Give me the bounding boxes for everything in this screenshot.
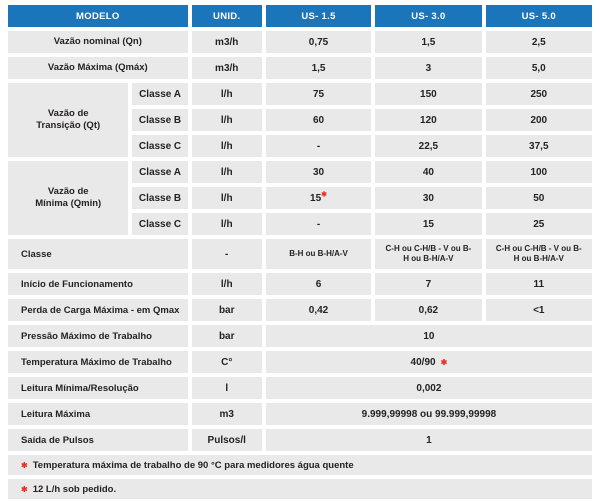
value-cell: 40 [375, 161, 481, 183]
value-cell: 50 [486, 187, 592, 209]
unit-cell: l/h [192, 187, 262, 209]
value-cell: B-H ou B-H/A-V [266, 239, 371, 269]
footnote-text: 12 L/h sob pedido. [32, 483, 117, 495]
value-cell-span: 1 [266, 429, 592, 451]
value-cell: 150 [375, 83, 481, 105]
asterisk-icon: ✱ [440, 357, 448, 367]
unit-cell: m3 [192, 403, 262, 425]
value-cell-span: 10 [266, 325, 592, 347]
value-cell-span: 9.999,99998 ou 99.999,99998 [266, 403, 592, 425]
header-model-us30: US- 3.0 [375, 5, 481, 27]
classe-cell: Classe A [132, 161, 187, 183]
asterisk-icon: ✱ [321, 191, 328, 199]
unit-cell: Pulsos/l [192, 429, 262, 451]
unit-cell: l/h [192, 273, 262, 295]
footnote [8, 455, 592, 475]
unit-cell: m3/h [192, 57, 262, 79]
row-label: Saída de Pulsos [8, 429, 188, 451]
group-label-minima [8, 161, 128, 235]
unit-cell: bar [192, 299, 262, 321]
table-row-temperatura [8, 351, 592, 373]
header-modelo: MODELO [8, 5, 188, 27]
unit-cell: l/h [192, 135, 262, 157]
table-row-perda-carga [8, 299, 592, 321]
value-cell: 22,5 [375, 135, 481, 157]
unit-cell: bar [192, 325, 262, 347]
group-label-transicao [8, 83, 128, 157]
unit-cell: l/h [192, 109, 262, 131]
footnote [8, 479, 592, 499]
table-row-qt-classe-a [8, 83, 592, 105]
row-label: Vazão Máxima (Qmáx) [8, 57, 188, 79]
unit-cell: m3/h [192, 31, 262, 53]
value-cell-with-note [266, 187, 371, 209]
unit-cell: C° [192, 351, 262, 373]
row-label: Classe [8, 239, 188, 269]
header-model-us50: US- 5.0 [486, 5, 592, 27]
group-label-line1: Vazão de [47, 107, 89, 119]
group-label-line1: Vazão de [47, 185, 89, 197]
value-cell: 30 [375, 187, 481, 209]
value-cell: <1 [486, 299, 592, 321]
value-cell: 11 [486, 273, 592, 295]
value-cell: 200 [486, 109, 592, 131]
table-row-inicio-funcionamento [8, 273, 592, 295]
classe-cell: Classe B [132, 187, 187, 209]
table-row-saida-pulsos [8, 429, 592, 451]
value-cell: 2,5 [486, 31, 592, 53]
table-row-leitura-maxima [8, 403, 592, 425]
value-cell: 3 [375, 57, 481, 79]
value-cell: 1,5 [375, 31, 481, 53]
classe-cell: Classe C [132, 213, 187, 235]
unit-cell: l [192, 377, 262, 399]
table-row-qmin-classe-a [8, 161, 592, 183]
value-cell: C-H ou C-H/B - V ou B-H ou B-H/A-V [375, 239, 481, 269]
value-cell: - [266, 213, 371, 235]
classe-cell: Classe B [132, 109, 187, 131]
value-cell: 30 [266, 161, 371, 183]
classe-cell: Classe C [132, 135, 187, 157]
table-row-leitura-minima [8, 377, 592, 399]
value-cell-span: 0,002 [266, 377, 592, 399]
footnote-text: Temperatura máxima de trabalho de 90 °C para medidores água quente [32, 459, 354, 471]
value-cell: - [266, 135, 371, 157]
specs-table [4, 1, 596, 501]
value-cell: 0,62 [375, 299, 481, 321]
table-row-vazao-nominal [8, 31, 592, 53]
footnote-row-1 [8, 455, 592, 475]
value-cell: 60 [266, 109, 371, 131]
unit-cell: l/h [192, 161, 262, 183]
value-cell: 0,75 [266, 31, 371, 53]
row-label: Leitura Máxima [8, 403, 188, 425]
asterisk-icon: ✱ [21, 460, 28, 470]
value-cell: 7 [375, 273, 481, 295]
value-cell: 37,5 [486, 135, 592, 157]
value-cell: 5,0 [486, 57, 592, 79]
value-cell: 100 [486, 161, 592, 183]
row-label: Leitura Mínima/Resolução [8, 377, 188, 399]
value-cell: 250 [486, 83, 592, 105]
group-label-line2: Mínima (Qmin) [35, 198, 102, 209]
value-cell: 6 [266, 273, 371, 295]
group-label-line2: Transição (Qt) [36, 120, 101, 131]
value-cell: 0,42 [266, 299, 371, 321]
value-cell: C-H ou C-H/B - V ou B-H ou B-H/A-V [486, 239, 592, 269]
value-cell: 25 [486, 213, 592, 235]
unit-cell: - [192, 239, 262, 269]
row-label: Perda de Carga Máxima - em Qmax [8, 299, 188, 321]
table-row-vazao-maxima [8, 57, 592, 79]
footnote-row-2 [8, 479, 592, 499]
value-cell: 75 [266, 83, 371, 105]
row-label: Temperatura Máximo de Trabalho [8, 351, 188, 373]
value-text: 40/90 [410, 356, 436, 368]
classe-cell: Classe A [132, 83, 187, 105]
value-cell-span-with-note [266, 351, 592, 373]
row-label: Vazão nominal (Qn) [8, 31, 188, 53]
table-row-classe [8, 239, 592, 269]
header-row [8, 5, 592, 27]
value-text: 15 [310, 192, 322, 204]
table-row-pressao [8, 325, 592, 347]
row-label: Pressão Máximo de Trabalho [8, 325, 188, 347]
value-cell: 120 [375, 109, 481, 131]
value-cell: 15 [375, 213, 481, 235]
value-cell: 1,5 [266, 57, 371, 79]
row-label: Início de Funcionamento [8, 273, 188, 295]
asterisk-icon: ✱ [21, 484, 28, 494]
header-model-us15: US- 1.5 [266, 5, 371, 27]
unit-cell: l/h [192, 83, 262, 105]
header-unid: UNID. [192, 5, 262, 27]
unit-cell: l/h [192, 213, 262, 235]
